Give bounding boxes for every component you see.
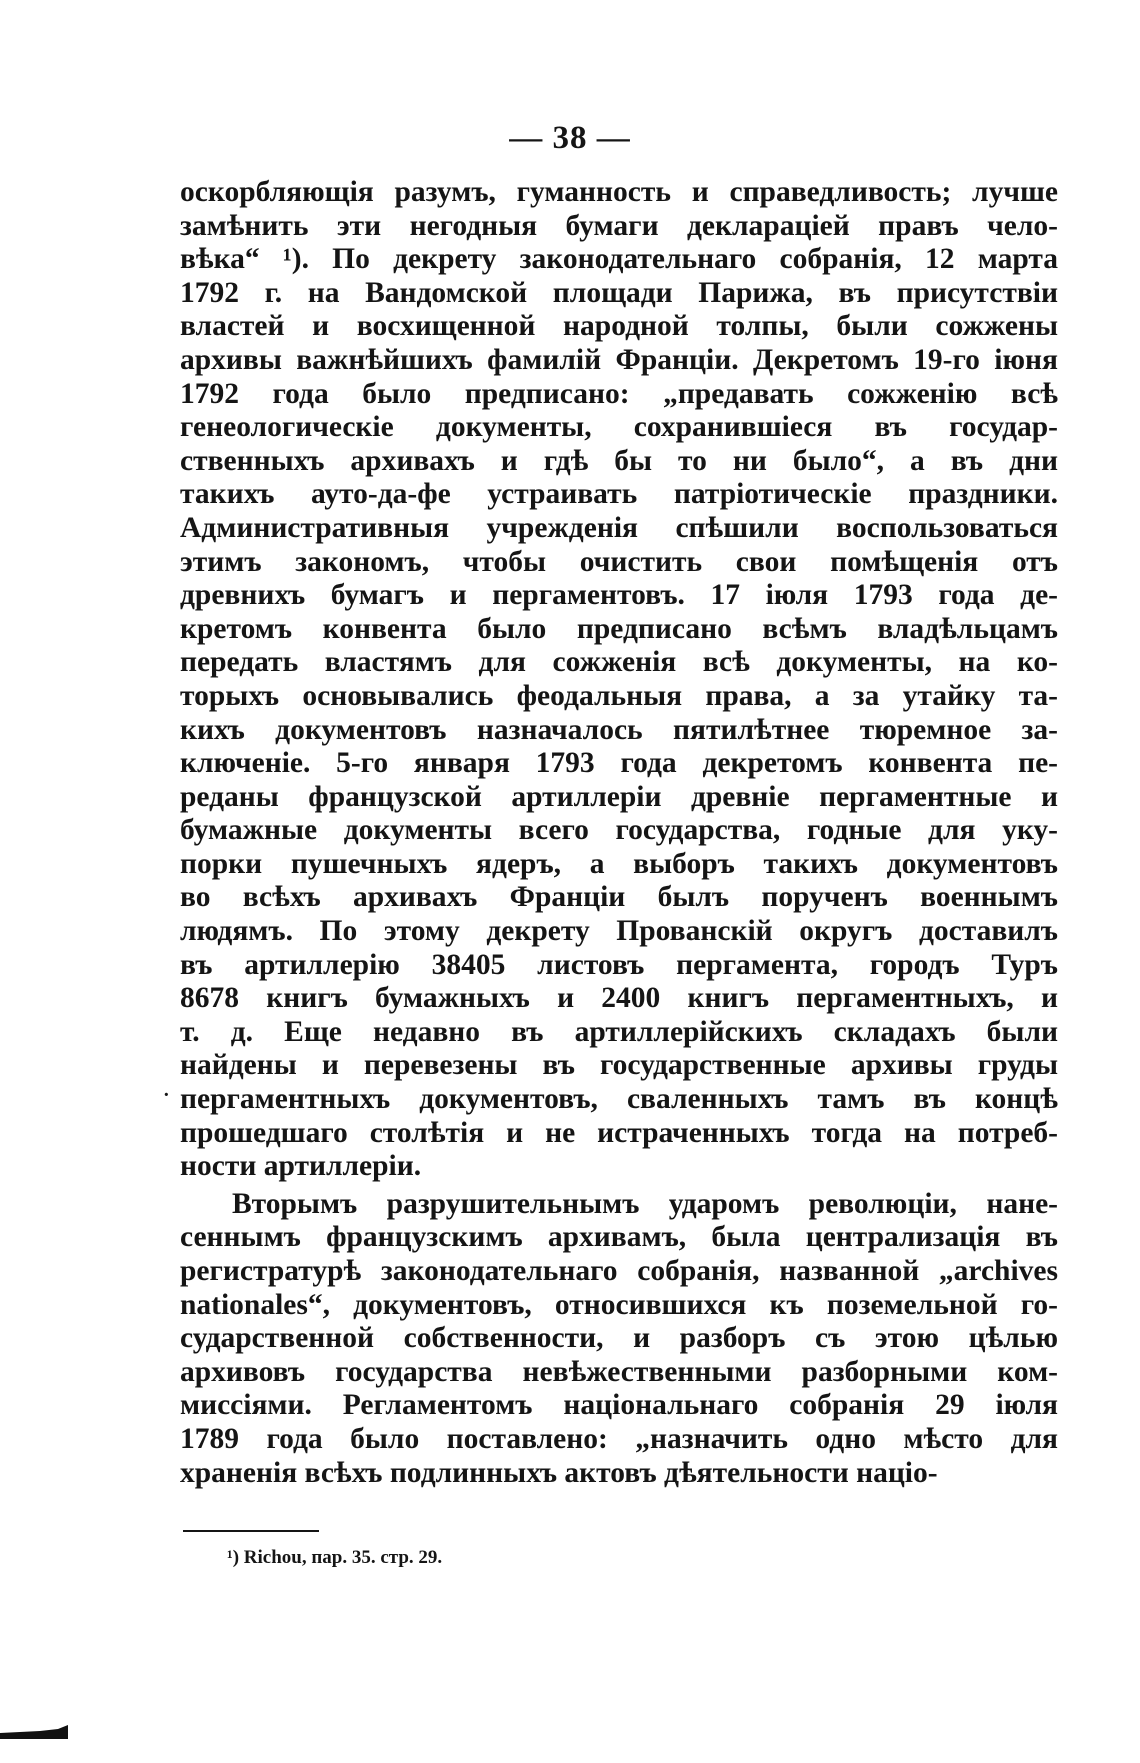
- text-line: такихъ ауто-да-фе устраивать патріотическіе праздники.: [180, 478, 1058, 511]
- text-line: бумажные документы всего государства, годные для уку-: [180, 814, 1058, 847]
- text-line: оскорбляющія разумъ, гуманность и справедливость; лучше: [180, 176, 1058, 208]
- text-line: миссіями. Регламентомъ національнаго собранія 29 іюля: [180, 1389, 1058, 1422]
- margin-mark: ·: [163, 1084, 170, 1106]
- text-line: архивовъ государства невѣжественными разборными ком-: [180, 1355, 1058, 1388]
- text-line: торыхъ основывались феодальныя права, а за утайку та-: [180, 679, 1058, 712]
- footnote-text: Richou, пар. 35. стр. 29.: [243, 1547, 443, 1568]
- text-line: реданы французской артиллеріи древніе пергаментные и: [180, 780, 1058, 813]
- body-text: [180, 176, 1058, 1490]
- text-line: 8678 книгъ бумажныхъ и 2400 книгъ пергаментныхъ, и: [180, 982, 1058, 1015]
- text-line: замѣнить эти негодныя бумаги декларацiей правъ чело-: [180, 209, 1058, 242]
- text-line: т. д. Еще недавно въ артиллерійскихъ складахъ были: [180, 1015, 1058, 1048]
- text-line: Вторымъ разрушительнымъ ударомъ революціи, нане-: [232, 1187, 1058, 1220]
- text-line: 1792 года было предписано: „предавать сожженію всѣ: [180, 377, 1058, 410]
- text-line: въ артиллерію 38405 листовъ пергамента, городъ Туръ: [180, 948, 1058, 981]
- text-line: регистратурѣ законодательнаго собранія, названной „archives: [180, 1255, 1058, 1287]
- text-line: сударственной собственности, и разборъ съ этою цѣлью: [180, 1322, 1058, 1355]
- text-line: Административныя учрежденія спѣшили воспользоваться: [180, 511, 1058, 544]
- text-line: 1792 г. на Вандомской площади Парижа, въ присутствіи: [180, 276, 1058, 309]
- text-line: ности артиллеріи.: [180, 1150, 422, 1183]
- footnote: [227, 1547, 442, 1569]
- text-line: кретомъ конвента было предписано всѣмъ владѣльцамъ: [180, 612, 1058, 645]
- text-line: во всѣхъ архивахъ Франціи былъ порученъ военнымъ: [180, 881, 1058, 914]
- text-line: nationales“, документовъ, относившихся къ поземельной го-: [180, 1288, 1058, 1321]
- text-line: древнихъ бумагъ и пергаментовъ. 17 іюля 1793 года де-: [180, 579, 1058, 612]
- text-line: сеннымъ французскимъ архивамъ, была централизація въ: [180, 1221, 1058, 1254]
- scan-edge-mark: [0, 1725, 68, 1739]
- text-line: архивы важнѣйшихъ фамилій Франціи. Декретомъ 19-го іюня: [180, 343, 1058, 376]
- text-line: 1789 года было поставлено: „назначить одно мѣсто для: [180, 1422, 1058, 1455]
- text-line: пергаментныхъ документовъ, сваленныхъ тамъ въ концѣ: [180, 1083, 1058, 1116]
- paragraph-1: [180, 176, 1058, 1184]
- paragraph-2: [180, 1188, 1058, 1490]
- text-line: ключеніе. 5-го января 1793 года декретомъ конвента пе-: [180, 747, 1058, 780]
- text-line: порки пушечныхъ ядеръ, а выборъ такихъ документовъ: [180, 847, 1058, 880]
- footnote-marker: ¹): [227, 1547, 240, 1568]
- text-line: людямъ. По этому декрету Прованскій округъ доставилъ: [180, 915, 1058, 948]
- text-line: найдены и перевезены въ государственные архивы груды: [180, 1049, 1058, 1082]
- text-line: этимъ закономъ, чтобы очистить свои помѣщенія отъ: [180, 545, 1058, 578]
- text-line: кихъ документовъ назначалось пятилѣтнее тюремное за-: [180, 713, 1058, 746]
- text-line: властей и восхищенной народной толпы, были сожжены: [180, 310, 1058, 343]
- text-line: вѣка“ ¹). По декрету законодательнаго собранія, 12 марта: [180, 243, 1058, 276]
- text-line: прошедшаго столѣтія и не истраченныхъ тогда на потреб-: [180, 1116, 1058, 1149]
- footnote-rule: [183, 1530, 319, 1532]
- text-line: генеологическіе документы, сохранившіеся въ государ-: [180, 411, 1058, 444]
- page-number: — 38 —: [509, 120, 631, 156]
- text-line: ственныхъ архивахъ и гдѣ бы то ни было“, а въ дни: [180, 444, 1058, 477]
- text-line: храненія всѣхъ подлинныхъ актовъ дѣятельности націо-: [180, 1456, 938, 1489]
- text-line: передать властямъ для сожженія всѣ документы, на ко-: [180, 646, 1058, 679]
